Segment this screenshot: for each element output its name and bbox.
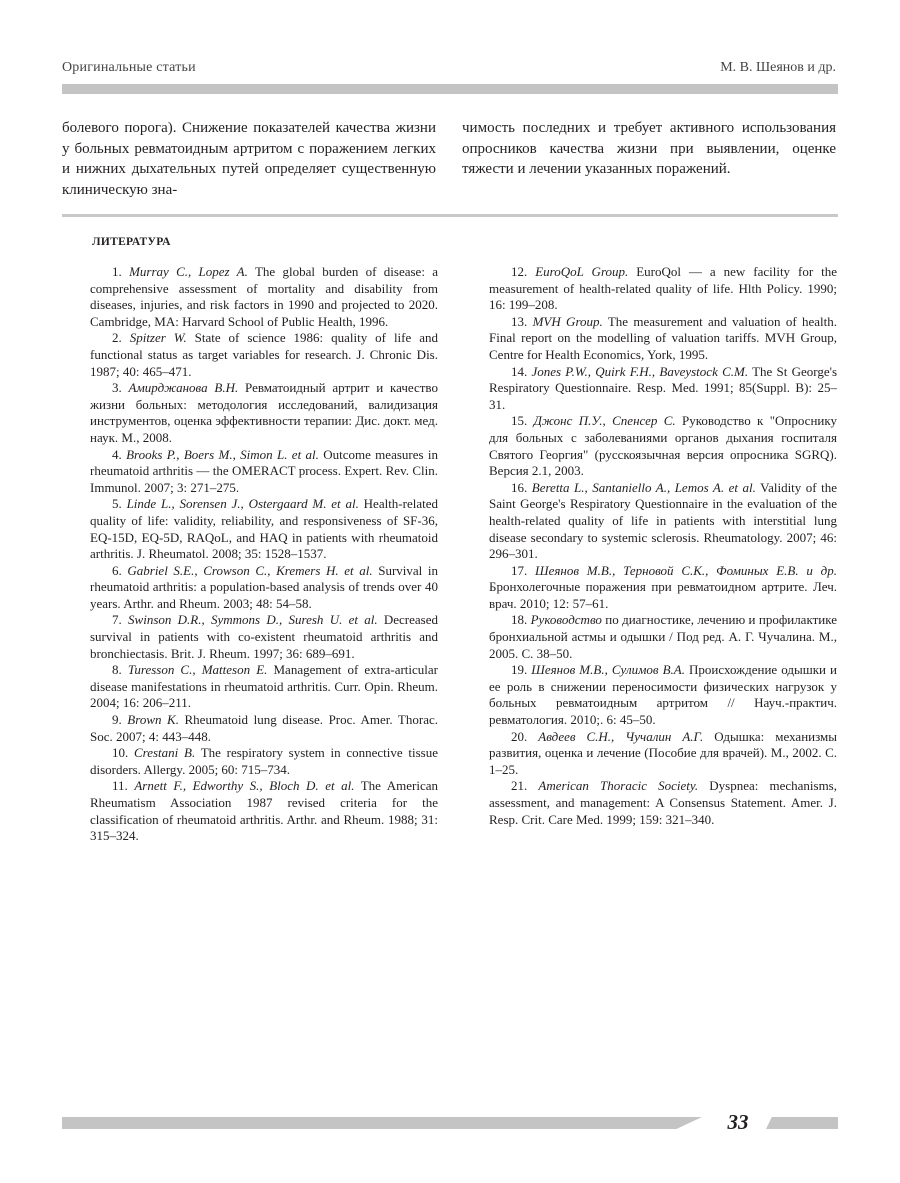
reference-text: Dyspnea: mechanisms, assessment, and management: A Consensus Statement. Amer. J. Resp. Crit. Care Med. 1999; 159: 321–340. (489, 778, 837, 827)
references-right-column (489, 264, 837, 828)
reference-number: 20. (511, 728, 528, 744)
reference-item (90, 712, 438, 745)
body-text-right-column: чимость последних и требует активного использования опросников качества жизни при выявлении, оценке тяжести и лечении указанных поражений. (462, 120, 836, 177)
reference-item (90, 447, 438, 497)
reference-text: The respiratory system in connective tissue disorders. Allergy. 2005; 60: 715–734. (90, 745, 438, 777)
reference-number: 9. (112, 712, 122, 728)
reference-item (90, 264, 438, 330)
reference-number: 19. (511, 662, 528, 678)
reference-text: The St George's Respiratory Questionnaire. Resp. Med. 1991; 85(Suppl. B): 25–31. (489, 363, 838, 412)
reference-text: Rheumatoid lung disease. Proc. Amer. Thorac. Soc. 2007; 4: 443–448. (90, 712, 438, 744)
reference-text: Руководство к "Опроснику для больных с заболеваниями органов дыхания госпиталя Святого Георгия" (русскоязычная версия опросника SGRQ). Версия 2.1, 2003. (489, 413, 837, 479)
reference-text: Бронхолегочные поражения при ревматоидном артрите. Леч. врач. 2010; 12: 57–61. (489, 579, 837, 611)
reference-number: 3. (112, 380, 122, 396)
reference-item (489, 413, 837, 479)
reference-number: 4. (112, 446, 122, 462)
reference-item (489, 612, 837, 662)
footer-rule-left (62, 1117, 702, 1129)
body-text-left-column: болевого порога). Снижение показателей качества жизни у больных ревматоидным артритом с поражением легких и нижних дыхательных путей определяет существенную клиническую зна- (62, 120, 436, 198)
reference-item (90, 563, 438, 613)
reference-text: The global burden of disease: a comprehensive assessment of mortality and disability from diseases, injuries, and risk factors in 1990 and projected to 2020. Cambridge, MA: Harvard School of Public Health, 1996. (90, 264, 439, 329)
reference-number: 14. (511, 363, 528, 379)
reference-authors: Джонс П.У., Спенсер С. (533, 413, 676, 429)
reference-text: Management of extra-articular disease manifestations in rheumatoid arthritis. Curr. Opin. Rheum. 2004; 16: 206–211. (90, 662, 438, 711)
section-divider (62, 214, 838, 217)
reference-number: 15. (511, 413, 528, 429)
reference-authors: Руководство (530, 612, 602, 628)
reference-number: 21. (511, 778, 528, 794)
reference-number: 16. (511, 479, 528, 495)
reference-authors: Brown K. (127, 712, 179, 728)
reference-number: 2. (112, 330, 122, 346)
reference-authors: Turesson C., Matteson E. (127, 662, 268, 678)
reference-text: Validity of the Saint George's Respiratory Questionnaire in the evaluation of the health-related quality of life in patients with interstitial lung disease secondary to systemic sclerosis. Rheumatology. 2007; 46: 296–301. (489, 479, 838, 562)
reference-authors: Beretta L., Santaniello A., Lemos A. et al. (531, 479, 756, 495)
reference-text: Одышка: механизмы развития, оценка и лечение (Пособие для врачей). М., 2002. С. 1–25. (489, 728, 838, 777)
reference-item (489, 364, 837, 414)
reference-authors: EuroQoL Group. (535, 264, 629, 279)
reference-text: Происхождение одышки и ее роль в снижении переносимости физических нагрузок у больных ревматоидным артритом // Науч.-практич. ревматология. 2010;. 6: 45–50. (489, 662, 837, 728)
references-left-column (90, 264, 438, 845)
reference-item (90, 778, 438, 844)
reference-text: The measurement and valuation of health. Final report on the modelling of valuation tariffs. MVH Group, Centre for Health Economics, York, 1995. (489, 313, 837, 362)
reference-number: 10. (112, 745, 129, 761)
reference-authors: Авдеев С.Н., Чучалин А.Г. (538, 728, 704, 744)
reference-authors: Jones P.W., Quirk F.H., Baveystock C.M. (531, 363, 749, 379)
reference-item (489, 480, 837, 563)
reference-number: 1. (112, 264, 122, 279)
reference-number: 7. (112, 612, 122, 628)
running-header-section: Оригинальные статьи (62, 60, 196, 75)
reference-authors: Spitzer W. (129, 330, 187, 346)
reference-text: Ревматоидный артрит и качество жизни больных: методология исследований, валидизация инструментов, оценка эффективности терапии: Дис. докт. мед. наук. М., 2008. (90, 380, 438, 445)
reference-item (90, 496, 438, 562)
reference-authors: Arnett F., Edworthy S., Bloch D. et al. (134, 778, 355, 794)
reference-item (90, 380, 438, 446)
reference-number: 11. (112, 778, 128, 794)
reference-authors: Амирджанова В.Н. (128, 380, 239, 396)
reference-text: Health-related quality of life: validity, reliability, and responsiveness of SF-36, EQ-15D, EQ-5D, RAQoL, and HAQ in patients with rheumatoid arthritis. J. Rheumatol. 2008; 35: 1528–1537. (90, 496, 438, 562)
reference-text: по диагностике, лечению и профилактике бронхиальной астмы и одышки / Под ред. А. Г. Чучалина. М., 2005. С. 38–50. (489, 612, 838, 661)
reference-authors: Crestani B. (133, 745, 196, 761)
page-number: 33 (727, 1110, 749, 1134)
reference-item (90, 662, 438, 712)
reference-item (489, 778, 837, 828)
reference-authors: Gabriel S.E., Crowson C., Kremers H. et al. (127, 562, 373, 578)
reference-item (489, 729, 837, 779)
reference-number: 12. (511, 264, 528, 279)
reference-number: 6. (112, 562, 122, 578)
reference-item (90, 612, 438, 662)
reference-number: 8. (112, 662, 122, 678)
reference-authors: Swinson D.R., Symmons D., Suresh U. et al. (128, 612, 378, 628)
footer-rule-right (766, 1117, 838, 1129)
header-rule (62, 84, 838, 94)
reference-number: 5. (112, 496, 122, 512)
reference-item (489, 264, 837, 314)
reference-text: Decreased survival in patients with co-existent rheumatoid arthritis and bronchiectasis. Brit. J. Rheum. 1997; 36: 689–691. (90, 612, 439, 661)
reference-item (489, 563, 837, 613)
reference-item (90, 745, 438, 778)
reference-text: EuroQol — a new facility for the measurement of health-related quality of life. Hlth Policy. 1990; 16: 199–208. (489, 264, 837, 313)
reference-item (489, 662, 837, 728)
reference-authors: Linde L., Sorensen J., Ostergaard M. et al. (126, 496, 359, 512)
reference-authors: Brooks P., Boers M., Simon L. et al. (126, 446, 319, 462)
reference-authors: MVH Group. (532, 313, 603, 329)
reference-number: 17. (511, 562, 528, 578)
reference-number: 13. (511, 313, 528, 329)
reference-text: State of science 1986: quality of life and functional status as target variables for research. J. Chronic Dis. 1987; 40: 465–471. (90, 330, 438, 379)
running-header-authors: М. В. Шеянов и др. (720, 60, 836, 75)
reference-authors: Murray C., Lopez A. (129, 264, 248, 279)
reference-number: 18. (511, 612, 528, 628)
reference-item (489, 314, 837, 364)
references-heading: ЛИТЕРАТУРА (92, 236, 171, 248)
reference-authors: Шеянов М.В., Терновой С.К., Фоминых Е.В. и др. (535, 562, 838, 578)
reference-authors: American Thoracic Society. (538, 778, 699, 794)
reference-text: Survival in rheumatoid arthritis: a population-based analysis of trends over 40 years. Arthr. and Rheum. 2003; 48: 54–58. (90, 562, 438, 611)
reference-authors: Шеянов М.В., Сулимов В.А. (531, 662, 685, 678)
reference-text: Outcome measures in rheumatoid arthritis — the OMERACT process. Expert. Rev. Clin. Immunol. 2007; 3: 271–275. (90, 446, 438, 495)
reference-item (90, 330, 438, 380)
reference-text: The American Rheumatism Association 1987 revised criteria for the classification of rheumatoid arthritis. Arthr. and Rheum. 1988; 31: 315–324. (90, 778, 438, 844)
